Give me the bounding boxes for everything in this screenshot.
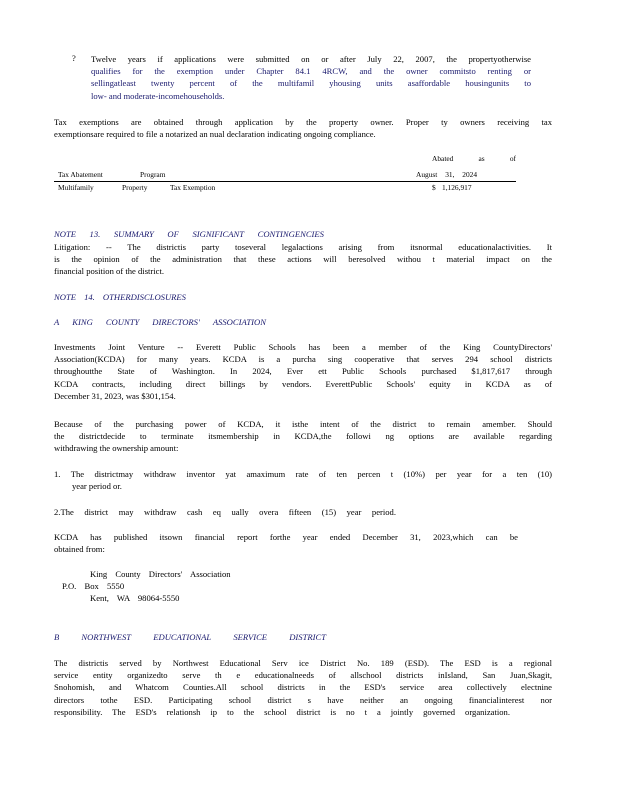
heading-word: DIRECTORS' [152,317,200,327]
heading-word: OTHERDISCLOSURES [102,292,186,302]
header-word: as [478,154,485,163]
bullet-line: sellingatleast twenty percent of the multifamil yhousing units asaffordable housingunits to [91,78,531,89]
esd-paragraph [54,657,552,718]
cell-tax-exemption: Tax Exemption [170,183,216,192]
heading-word: KING [72,317,93,327]
address-line: King County Directors' Association [90,569,231,579]
paragraph-line: service entity organizedto serve th e educationalneeds of allschool districts inIsland, San Juan,Skagit, [54,670,552,681]
heading-word: A [54,317,60,327]
paragraph-line: year period or. [72,481,122,492]
paragraph-line: directors tothe ESD. Participating school district s have neither an ongoing financialinterest nor [54,694,552,705]
cell-amount: 1,126,917 [442,183,472,192]
header-tax-abatement: Tax Abatement [58,170,103,179]
kcda-address [62,569,231,604]
address-line: Kent, WA 98064-5550 [90,592,180,603]
heading-word: SIGNIFICANT [192,229,245,239]
bullet-mark: ? [72,53,76,63]
paragraph-line: throughoutthe State of Washington. In 2024, Ever ett Public Schools purchased $1,817,617 through [54,366,552,377]
heading-word: ASSOCIATION [212,317,266,327]
table-row [58,183,516,193]
address-line: P.O. Box 5550 [62,580,125,591]
paragraph-line: KCDA contracts, including direct billings by vendors. EverettPublic Schools' equity in KCDA as of [54,378,552,389]
paragraph-line: 1. The districtmay withdraw inventor yat amaximum rate of ten percen t (10%) per year for a ten (10) [54,469,552,479]
note13-heading [54,229,324,239]
header-word: Abated [432,154,454,163]
heading-word: CONTINGENCIES [257,229,324,239]
note13-paragraph [54,241,552,278]
bullet-line: Twelve years if applications were submitted on or after July 22, 2007, the propertyotherwise [91,54,531,64]
kcda-paragraph [54,341,552,402]
heading-word: B [54,632,60,642]
paragraph-line: Snohomish, and Whatcom Counties.All school districts in the ESD's service area collectively electnine [54,682,552,693]
heading-word: NORTHWEST [81,632,132,642]
heading-word: COUNTY [105,317,140,327]
cell-currency: $ [432,183,436,192]
heading-word: OF [167,229,179,239]
paragraph-line: withdrawing the ownership amount: [54,443,179,454]
paragraph-line: KCDA has published itsown financial report forthe year ended December 31, 2023,which can be [54,532,518,542]
heading-word: NOTE [54,292,76,302]
section-a-heading [54,317,266,327]
paragraph-line: Association(KCDA) for many years. KCDA is a purcha sing cooperative that serves 294 school districts [54,354,552,365]
paragraph-line: exemptionsare required to file a notarized an nual declaration indicating ongoing compliance. [54,129,376,140]
section-b-heading [54,632,326,642]
note14-heading [54,292,186,302]
option-2 [54,506,396,518]
heading-word: 13. [89,229,101,239]
heading-word: SUMMARY [113,229,154,239]
heading-word: SERVICE [233,632,268,642]
paragraph-line: responsibility. The ESD's relationsh ip to the school district is no t a jointly governed organization. [54,706,510,717]
paragraph-line: financial position of the district. [54,266,165,277]
paragraph-line: 2.The district may withdraw cash eq ually overa fifteen (15) year period. [54,507,396,517]
paragraph-line: Litigation: -- The districtis party toseveral legalactions arising from itsnormal educationalactivities. It [54,242,552,252]
bullet-line: low- and moderate-incomehouseholds. [91,90,225,101]
option-1 [54,468,552,492]
paragraph-line: obtained from: [54,544,105,555]
table-header [58,170,516,180]
paragraph-line: Because of the purchasing power of KCDA, it isthe intent of the district to remain amember. Should [54,419,552,429]
heading-word: EDUCATIONAL [153,632,212,642]
header-date: August 31, 2024 [416,170,478,179]
table-rule [54,181,516,182]
paragraph-line: The districtis served by Northwest Educational Serv ice District No. 189 (ESD). The ESD is a regional [54,658,552,668]
kcda-report-paragraph [54,531,518,555]
heading-word: DISTRICT [289,632,326,642]
table-header-top [432,154,516,163]
paragraph-line: the districtdecide to terminate itsmembership in KCDA,the followi ng options are available regarding [54,431,552,442]
heading-word: NOTE [54,229,76,239]
cell-multifamily: Multifamily [58,183,94,192]
header-program: Program [140,170,166,179]
purchasing-power-paragraph [54,418,552,455]
cell-property: Property [122,183,148,192]
heading-word: 14. [84,292,95,302]
bullet-line: qualifies for the exemption under Chapter 84.1 4RCW, and the owner commitsto renting or [91,66,531,77]
bullet-paragraph [91,53,531,102]
header-word: of [509,154,516,163]
tax-exemptions-paragraph [54,116,552,140]
paragraph-line: December 31, 2023, was $301,154. [54,390,176,401]
paragraph-line: is the opinion of the administration that these actions will beresolved withou t material impact on the [54,254,552,265]
paragraph-line: Investments Joint Venture -- Everett Public Schools has been a member of the King CountyDirectors' [54,342,552,352]
paragraph-line: Tax exemptions are obtained through application by the property owner. Proper ty owners receiving tax [54,117,552,127]
